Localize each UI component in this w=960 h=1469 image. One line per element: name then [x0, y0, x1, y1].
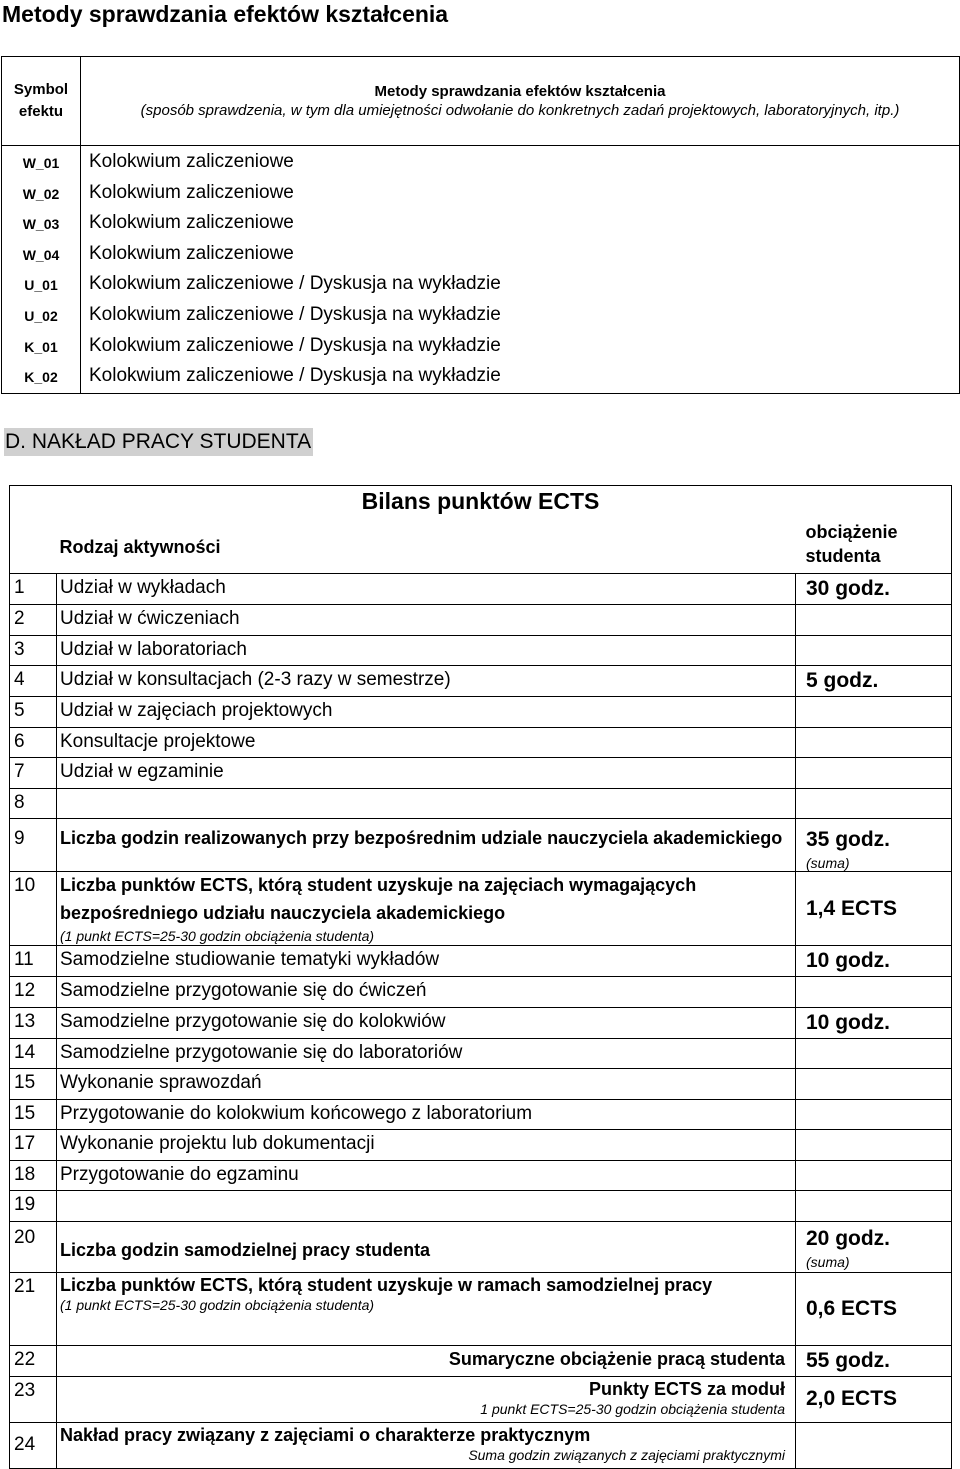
- ects-row: [10, 1069, 952, 1100]
- method-cell: Kolokwium zaliczeniowe / Dyskusja na wykładzie: [89, 334, 501, 356]
- row-value: 30 godz.: [796, 574, 952, 605]
- ects-row: [10, 872, 952, 946]
- ects-row: [10, 1272, 952, 1345]
- ects-row: [10, 1221, 952, 1272]
- symbol-cell: W_01: [22, 155, 60, 171]
- ects-row: [10, 1007, 952, 1038]
- ects-row: [10, 819, 952, 872]
- row-value-text: 20 godz.: [806, 1226, 891, 1250]
- method-column: [81, 146, 960, 394]
- method-cell: Kolokwium zaliczeniowe / Dyskusja na wykładzie: [89, 303, 501, 325]
- row-value: [796, 1422, 952, 1468]
- symbol-cell: K_01: [24, 338, 58, 355]
- row-activity: Samodzielne przygotowanie się do kolokwiów: [57, 1007, 796, 1038]
- row-value: [796, 977, 952, 1008]
- row-activity-sub: (1 punkt ECTS=25-30 godzin obciążenia studenta): [60, 1296, 375, 1313]
- row-activity: Udział w egzaminie: [57, 758, 796, 789]
- row-value-text: 35 godz.: [806, 828, 891, 851]
- row-value: [796, 605, 952, 636]
- symbol-cell: U_02: [24, 307, 58, 324]
- ects-row: [10, 1345, 952, 1376]
- row-activity: Wykonanie sprawozdań: [57, 1069, 796, 1100]
- ects-header-row: [10, 518, 952, 574]
- row-number: 8: [10, 788, 57, 819]
- row-value: [796, 788, 952, 819]
- ects-table: [9, 485, 952, 1469]
- symbol-header-line2: efektu: [18, 103, 64, 120]
- row-number: 15: [10, 1099, 57, 1130]
- ects-row: [10, 1376, 952, 1422]
- row-activity: Przygotowanie do kolokwium końcowego z laboratorium: [57, 1099, 796, 1130]
- row-activity: [57, 819, 796, 872]
- row-value: [796, 1130, 952, 1161]
- row-number: 18: [10, 1160, 57, 1191]
- row-value: 1,4 ECTS: [796, 872, 952, 946]
- methods-header-row: [2, 57, 960, 146]
- row-number: 15: [10, 1069, 57, 1100]
- symbol-header-line1: Symbol: [13, 81, 69, 98]
- row-activity: Konsultacje projektowe: [57, 727, 796, 758]
- row-activity: Samodzielne studiowanie tematyki wykładów: [57, 946, 796, 977]
- ects-row: [10, 605, 952, 636]
- row-number: 13: [10, 1007, 57, 1038]
- row-value-note: (suma): [806, 1253, 850, 1270]
- row-activity-text: Nakład pracy związany z zajęciami o charakterze praktycznym: [60, 1424, 591, 1445]
- row-activity-text: Punkty ECTS za moduł: [588, 1378, 785, 1399]
- row-value: 10 godz.: [796, 946, 952, 977]
- row-activity-sub: Suma godzin związanych z zajęciami praktycznymi: [468, 1446, 785, 1463]
- row-value: 5 godz.: [796, 666, 952, 697]
- row-activity-text: Liczba godzin samodzielnej pracy studenta: [60, 1239, 431, 1260]
- ects-row: [10, 1099, 952, 1130]
- row-number: 24: [10, 1422, 57, 1468]
- row-activity: [57, 788, 796, 819]
- symbol-header: [2, 57, 81, 146]
- row-activity: [57, 872, 796, 946]
- symbol-cell: K_02: [24, 369, 58, 386]
- row-number: 23: [10, 1376, 57, 1422]
- methods-header-subtitle: (sposób sprawdzenia, w tym dla umiejętności odwołanie do konkretnych zadań projektowych, laboratoryjnych, itp.): [140, 102, 900, 119]
- ects-row: [10, 1160, 952, 1191]
- row-number: 11: [10, 946, 57, 977]
- symbol-cell: W_04: [22, 246, 60, 263]
- row-activity: Udział w wykładach: [57, 574, 796, 605]
- row-activity-text: Sumaryczne obciążenie pracą studenta: [448, 1348, 785, 1369]
- row-activity-text: Liczba punktów ECTS, którą student uzyskuje na zajęciach wymagających bezpośredniego udziału nauczyciela akademickiego: [60, 875, 697, 923]
- row-number: 21: [10, 1272, 57, 1345]
- row-activity: Wykonanie projektu lub dokumentacji: [57, 1130, 796, 1161]
- row-activity: Przygotowanie do egzaminu: [57, 1160, 796, 1191]
- methods-header: [81, 57, 960, 146]
- row-value: [796, 758, 952, 789]
- row-number: 2: [10, 605, 57, 636]
- ects-row: [10, 697, 952, 728]
- methods-table: [1, 56, 960, 394]
- symbol-cell: W_02: [22, 185, 60, 202]
- row-activity: [57, 1221, 796, 1272]
- workload-section-title: D. NAKŁAD PRACY STUDENTA: [4, 428, 313, 456]
- row-number: 7: [10, 758, 57, 789]
- row-activity: Udział w konsultacjach (2-3 razy w semestrze): [57, 666, 796, 697]
- ects-row: [10, 788, 952, 819]
- row-number: 12: [10, 977, 57, 1008]
- row-activity: [57, 1191, 796, 1222]
- row-value: [796, 1160, 952, 1191]
- ects-row: [10, 574, 952, 605]
- ects-table-title: Bilans punktów ECTS: [10, 486, 952, 518]
- ects-row: [10, 635, 952, 666]
- row-value-note: (suma): [806, 855, 850, 871]
- row-activity: [57, 1272, 796, 1345]
- ects-row: [10, 1130, 952, 1161]
- row-activity: Udział w zajęciach projektowych: [57, 697, 796, 728]
- method-cell: Kolokwium zaliczeniowe: [89, 212, 294, 234]
- row-value: [796, 697, 952, 728]
- row-value: [796, 1191, 952, 1222]
- activity-header: Rodzaj aktywności: [57, 518, 796, 574]
- row-activity: [57, 1376, 796, 1422]
- ects-row: [10, 758, 952, 789]
- row-activity: [57, 1345, 796, 1376]
- row-value: [796, 1069, 952, 1100]
- row-number: 20: [10, 1221, 57, 1272]
- row-number: 10: [10, 872, 57, 946]
- row-number: 19: [10, 1191, 57, 1222]
- row-activity: Udział w ćwiczeniach: [57, 605, 796, 636]
- row-activity-text: Liczba punktów ECTS, którą student uzyskuje w ramach samodzielnej pracy: [60, 1274, 713, 1295]
- ects-title-row: [10, 486, 952, 518]
- row-number: 6: [10, 727, 57, 758]
- ects-row: [10, 1038, 952, 1069]
- method-cell: Kolokwium zaliczeniowe / Dyskusja na wykładzie: [89, 365, 501, 387]
- row-number: 4: [10, 666, 57, 697]
- methods-header-title: Metody sprawdzania efektów kształcenia: [374, 83, 666, 100]
- row-number: 5: [10, 697, 57, 728]
- row-activity: Udział w laboratoriach: [57, 635, 796, 666]
- load-header-line1: obciążenie: [805, 521, 898, 542]
- row-number: 17: [10, 1130, 57, 1161]
- row-value: 55 godz.: [796, 1345, 952, 1376]
- ects-row: [10, 977, 952, 1008]
- methods-body-row: [2, 146, 960, 394]
- row-activity-sub: (1 punkt ECTS=25-30 godzin obciążenia studenta): [60, 928, 375, 944]
- method-cell: Kolokwium zaliczeniowe: [89, 181, 294, 203]
- row-value: [796, 635, 952, 666]
- row-number: 1: [10, 574, 57, 605]
- row-number: 14: [10, 1038, 57, 1069]
- row-value: 0,6 ECTS: [796, 1272, 952, 1345]
- section-title: Metody sprawdzania efektów kształcenia: [2, 1, 449, 27]
- row-activity-text: Liczba godzin realizowanych przy bezpośrednim udziale nauczyciela akademickiego: [60, 828, 783, 848]
- ects-row: [10, 1191, 952, 1222]
- row-value: [796, 819, 952, 872]
- row-number: 9: [10, 819, 57, 872]
- row-number: 22: [10, 1345, 57, 1376]
- row-value: [796, 1038, 952, 1069]
- row-activity-sub: 1 punkt ECTS=25-30 godzin obciążenia studenta: [480, 1400, 785, 1417]
- row-value: [796, 1221, 952, 1272]
- row-value: [796, 727, 952, 758]
- ects-row: [10, 1422, 952, 1468]
- row-activity: Samodzielne przygotowanie się do laboratoriów: [57, 1038, 796, 1069]
- row-value: 2,0 ECTS: [796, 1376, 952, 1422]
- ects-row: [10, 666, 952, 697]
- load-header-line2: studenta: [805, 545, 881, 566]
- symbol-cell: U_01: [24, 277, 58, 294]
- method-cell: Kolokwium zaliczeniowe: [89, 242, 294, 264]
- method-cell: Kolokwium zaliczeniowe / Dyskusja na wykładzie: [89, 273, 501, 295]
- row-activity: [57, 1422, 796, 1468]
- method-cell: Kolokwium zaliczeniowe: [89, 151, 294, 172]
- symbol-cell: W_03: [22, 216, 60, 233]
- load-header: [796, 518, 952, 574]
- row-number: 3: [10, 635, 57, 666]
- symbol-column: [2, 146, 81, 394]
- row-activity: Samodzielne przygotowanie się do ćwiczeń: [57, 977, 796, 1008]
- ects-row: [10, 946, 952, 977]
- ects-row: [10, 727, 952, 758]
- row-value: [796, 1099, 952, 1130]
- header-num-cell: [10, 518, 57, 574]
- row-value: 10 godz.: [796, 1007, 952, 1038]
